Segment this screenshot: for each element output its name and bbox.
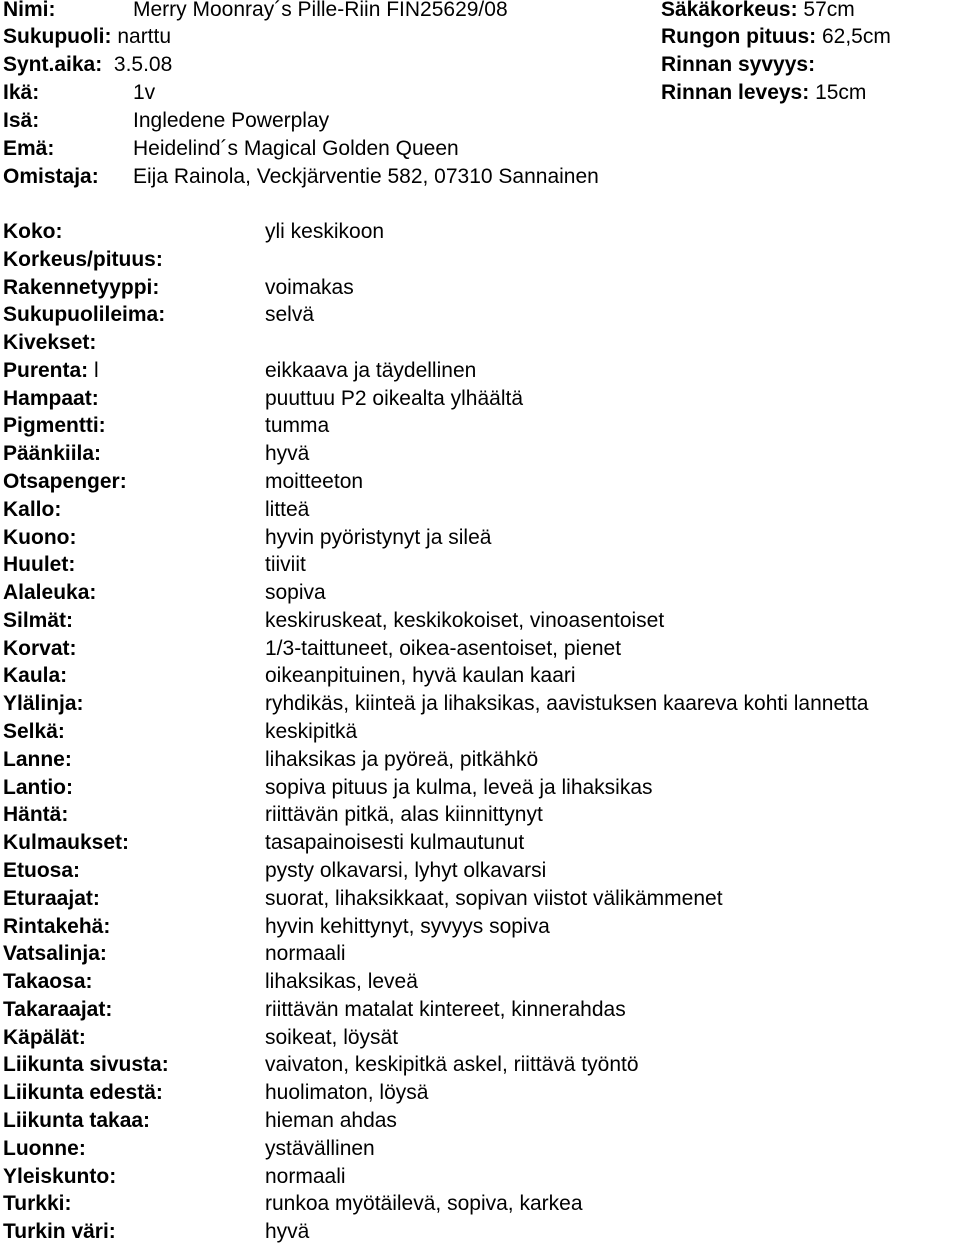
eval-label-text: Takaraajat:: [3, 998, 113, 1021]
eval-label-text: Hampaat:: [3, 387, 99, 410]
eval-label: [3, 468, 127, 496]
eval-label: [3, 1024, 86, 1052]
eval-value: ystävällinen: [265, 1137, 375, 1160]
eval-label-text: Käpälät:: [3, 1026, 86, 1049]
eval-label: [3, 412, 106, 440]
eval-label: [3, 940, 107, 968]
eval-label: [3, 913, 110, 941]
eval-label-text: Rakennetyyppi:: [3, 276, 160, 299]
eval-value: 1/3-taittuneet, oikea-asentoiset, pienet: [265, 637, 622, 660]
eval-label-text: Lanne:: [3, 748, 72, 771]
eval-value: runkoa myötäilevä, sopiva, karkea: [265, 1192, 583, 1215]
eval-label-text: Otsapenger:: [3, 470, 127, 493]
eval-label: [3, 1107, 150, 1135]
eval-value: sopiva pituus ja kulma, leveä ja lihaksikas: [265, 776, 653, 799]
eval-label-text: Sukupuolileima:: [3, 303, 166, 326]
header-right-value: 15cm: [809, 81, 867, 104]
eval-label: [3, 718, 65, 746]
eval-label-text: Eturaajat:: [3, 887, 100, 910]
eval-label: [3, 357, 99, 385]
eval-label: [3, 1135, 86, 1163]
eval-label-text: Vatsalinja:: [3, 942, 107, 965]
eval-label-text: Ylälinja:: [3, 692, 84, 715]
eval-label-text: Silmät:: [3, 609, 74, 632]
eval-value: voimakas: [265, 276, 354, 299]
eval-value: lihaksikas ja pyöreä, pitkähkö: [265, 748, 539, 771]
header-row-1: [3, 23, 171, 51]
header-label: Omistaja:: [3, 165, 99, 188]
header-value: Heidelind´s Magical Golden Queen: [133, 137, 459, 160]
header-label: Nimi:: [3, 0, 56, 21]
eval-label: [3, 774, 73, 802]
header-label: Emä:: [3, 137, 55, 160]
header-right-field: [661, 0, 855, 24]
eval-label: [3, 218, 63, 246]
eval-label: [3, 968, 93, 996]
header-right-field: [661, 79, 866, 107]
eval-label-text: Pigmentti:: [3, 414, 106, 437]
eval-label-text: Etuosa:: [3, 859, 81, 882]
eval-value: keskipitkä: [265, 720, 358, 743]
eval-label-text: Koko:: [3, 220, 63, 243]
eval-value: hieman ahdas: [265, 1109, 397, 1132]
eval-label-text: Kivekset:: [3, 331, 97, 354]
eval-value: pysty olkavarsi, lyhyt olkavarsi: [265, 859, 547, 882]
header-value: narttu: [111, 25, 172, 48]
eval-label: [3, 329, 96, 357]
eval-value: normaali: [265, 942, 346, 965]
eval-value: hyvä: [265, 1220, 310, 1243]
eval-label-text: Alaleuka:: [3, 581, 97, 604]
eval-label-suffix: l: [88, 359, 99, 382]
header-label: Ikä:: [3, 81, 40, 104]
header-right-field: [661, 51, 815, 79]
header-value: 1v: [133, 81, 156, 104]
eval-label: [3, 1218, 116, 1246]
eval-label: [3, 385, 99, 413]
eval-value: tiiviit: [265, 553, 306, 576]
eval-label-text: Liikunta takaa:: [3, 1109, 151, 1132]
eval-value: huolimaton, löysä: [265, 1081, 429, 1104]
eval-label: [3, 496, 61, 524]
eval-label: [3, 829, 129, 857]
eval-value: vaivaton, keskipitkä askel, riittävä työntö: [265, 1053, 639, 1076]
eval-label: [3, 690, 84, 718]
eval-label: [3, 1051, 169, 1079]
header-value: Merry Moonray´s Pille-Riin FIN25629/08: [133, 0, 508, 21]
eval-value: keskiruskeat, keskikokoiset, vinoasentoiset: [265, 609, 665, 632]
header-value: Eija Rainola, Veckjärventie 582, 07310 Sannainen: [133, 165, 599, 188]
eval-label: [3, 246, 163, 274]
eval-label: [3, 746, 72, 774]
eval-label-text: Kaula:: [3, 664, 68, 687]
eval-label-text: Päänkiila:: [3, 442, 102, 465]
eval-label: [3, 274, 159, 302]
header-right-value: 57cm: [797, 0, 855, 21]
eval-value: puuttuu P2 oikealta ylhäältä: [265, 387, 524, 410]
eval-label-text: Rintakehä:: [3, 915, 111, 938]
eval-label: [3, 662, 67, 690]
header-right-label: Rinnan leveys:: [661, 81, 810, 104]
header-label: Synt.aika:: [3, 53, 103, 76]
header-right-label: Säkäkorkeus:: [661, 0, 798, 21]
eval-label-text: Turkin väri:: [3, 1220, 116, 1243]
eval-value: litteä: [265, 498, 310, 521]
eval-value: tasapainoisesti kulmautunut: [265, 831, 525, 854]
header-value: 3.5.08: [102, 53, 173, 76]
eval-value: oikeanpituinen, hyvä kaulan kaari: [265, 664, 576, 687]
eval-label: [3, 1079, 163, 1107]
eval-label: [3, 996, 112, 1024]
eval-label-text: Turkki:: [3, 1192, 72, 1215]
eval-label: [3, 524, 76, 552]
eval-value: hyvin kehittynyt, syvyys sopiva: [265, 915, 550, 938]
eval-label-text: Takaosa:: [3, 970, 93, 993]
eval-label-text: Kuono:: [3, 526, 77, 549]
eval-label: [3, 1163, 116, 1191]
eval-label: [3, 635, 77, 663]
eval-value: lihaksikas, leveä: [265, 970, 418, 993]
eval-value: hyvä: [265, 442, 310, 465]
eval-value: moitteeton: [265, 470, 364, 493]
eval-label-text: Huulet:: [3, 553, 76, 576]
eval-label-text: Purenta:: [3, 359, 89, 382]
eval-label: [3, 1190, 71, 1218]
eval-label: [3, 857, 80, 885]
header-row-2: [3, 51, 172, 79]
eval-value: normaali: [265, 1165, 346, 1188]
eval-value: sopiva: [265, 581, 326, 604]
eval-label: [3, 885, 100, 913]
header-right-field: [661, 23, 891, 51]
eval-label: [3, 551, 75, 579]
eval-value: tumma: [265, 414, 330, 437]
eval-label-text: Lantio:: [3, 776, 73, 799]
eval-label: [3, 607, 73, 635]
eval-value: eikkaava ja täydellinen: [265, 359, 477, 382]
eval-label-text: Selkä:: [3, 720, 65, 743]
eval-label-text: Liikunta sivusta:: [3, 1053, 169, 1076]
eval-label-text: Kallo:: [3, 498, 62, 521]
header-right-label: Rungon pituus:: [661, 25, 817, 48]
eval-value: suorat, lihaksikkaat, sopivan viistot välikämmenet: [265, 887, 723, 910]
eval-value: ryhdikäs, kiinteä ja lihaksikas, aavistuksen kaareva kohti lannetta: [265, 692, 869, 715]
header-right-label: Rinnan syvyys:: [661, 53, 816, 76]
eval-label-text: Luonne:: [3, 1137, 86, 1160]
eval-label-text: Yleiskunto:: [3, 1165, 117, 1188]
eval-value: riittävän pitkä, alas kiinnittynyt: [265, 803, 543, 826]
eval-label: [3, 440, 101, 468]
eval-label-text: Kulmaukset:: [3, 831, 130, 854]
eval-value: hyvin pyöristynyt ja sileä: [265, 526, 492, 549]
header-label: Isä:: [3, 109, 40, 132]
eval-value: riittävän matalat kintereet, kinnerahdas: [265, 998, 626, 1021]
eval-value: soikeat, löysät: [265, 1026, 399, 1049]
eval-label: [3, 801, 68, 829]
eval-label: [3, 579, 96, 607]
eval-value: yli keskikoon: [265, 220, 385, 243]
header-value: Ingledene Powerplay: [133, 109, 330, 132]
eval-label-text: Korkeus/pituus:: [3, 248, 163, 271]
eval-label-text: Liikunta edestä:: [3, 1081, 163, 1104]
eval-value: selvä: [265, 303, 315, 326]
eval-label: [3, 301, 165, 329]
eval-label-text: Häntä:: [3, 803, 69, 826]
header-label: Sukupuoli:: [3, 25, 112, 48]
eval-label-text: Korvat:: [3, 637, 77, 660]
header-right-value: 62,5cm: [816, 25, 891, 48]
